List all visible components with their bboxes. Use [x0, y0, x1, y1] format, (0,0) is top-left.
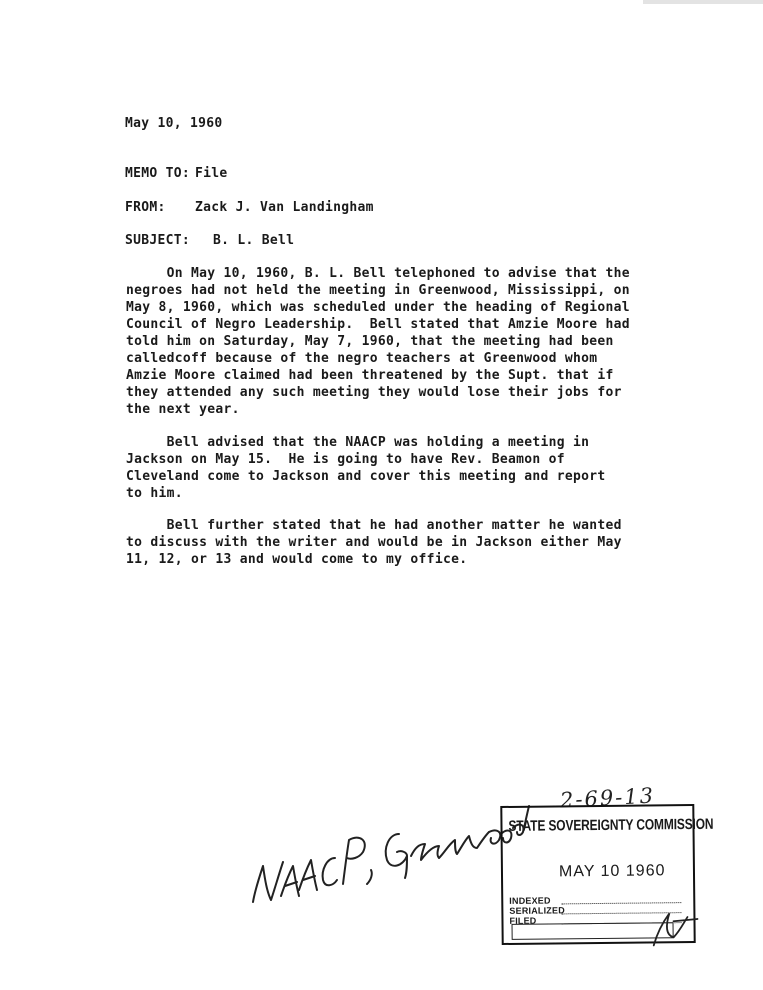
memo-from-label: FROM:	[125, 200, 166, 215]
memo-subject-label: SUBJECT:	[125, 233, 191, 248]
memo-to-value: File	[195, 166, 228, 181]
memo-paragraph-3	[126, 517, 686, 568]
paragraph-line: On May 10, 1960, B. L. Bell telephoned to advise that the	[126, 266, 630, 281]
paragraph-line: they attended any such meeting they would lose their jobs for	[126, 385, 622, 400]
stamp-date: MAY 10 1960	[558, 862, 666, 881]
paragraph-line: to discuss with the writer and would be in Jackson either May	[126, 535, 622, 550]
memo-from-line	[125, 200, 374, 215]
memo-paragraph-2	[126, 434, 686, 502]
handwritten-note	[235, 800, 535, 910]
scan-edge-mark	[643, 0, 763, 4]
paragraph-line: told him on Saturday, May 7, 1960, that the meeting had been	[126, 334, 614, 349]
paragraph-line: the next year.	[126, 402, 240, 417]
received-stamp	[500, 804, 714, 945]
paragraph-line: Amzie Moore claimed had been threatened by the Supt. that if	[126, 368, 614, 383]
paragraph-line: May 8, 1960, which was scheduled under the heading of Regional	[126, 300, 630, 315]
stamp-serialized-field	[509, 905, 565, 916]
paragraph-line: negroes had not held the meeting in Greenwood, Mississippi, on	[126, 283, 630, 298]
paragraph-line: calledcoff because of the negro teachers at Greenwood whom	[126, 351, 598, 366]
stamp-field-label: FILED	[509, 915, 537, 926]
paragraph-line: Bell further stated that he had another matter he wanted	[126, 518, 622, 533]
memo-to-line	[125, 166, 228, 181]
memo-date: May 10, 1960	[125, 116, 223, 131]
memo-subject-line	[125, 233, 294, 248]
handwritten-file-number: 2-69-13	[559, 783, 656, 813]
paragraph-line: to him.	[126, 486, 183, 501]
memo-subject-value: B. L. Bell	[213, 233, 295, 248]
paragraph-line: 11, 12, or 13 and would come to my office.	[126, 552, 468, 567]
stamp-field-label: INDEXED	[509, 895, 551, 906]
paragraph-line: Cleveland come to Jackson and cover this meeting and report	[126, 469, 606, 484]
paragraph-line: Jackson on May 15. He is going to have Rev. Beamon of	[126, 452, 565, 467]
stamp-title: STATE SOVEREIGNTY COMMISSION	[508, 815, 714, 835]
memo-from-value: Zack J. Van Landingham	[195, 200, 374, 215]
memo-paragraph-1	[126, 265, 686, 418]
paragraph-line: Bell advised that the NAACP was holding a meeting in	[126, 435, 590, 450]
paragraph-line: Council of Negro Leadership. Bell stated that Amzie Moore had	[126, 317, 630, 332]
memo-to-label: MEMO TO:	[125, 166, 191, 181]
stamp-field-label: SERIALIZED	[509, 905, 565, 916]
stamp-indexed-field	[509, 895, 551, 905]
initials-scribble	[643, 901, 704, 952]
